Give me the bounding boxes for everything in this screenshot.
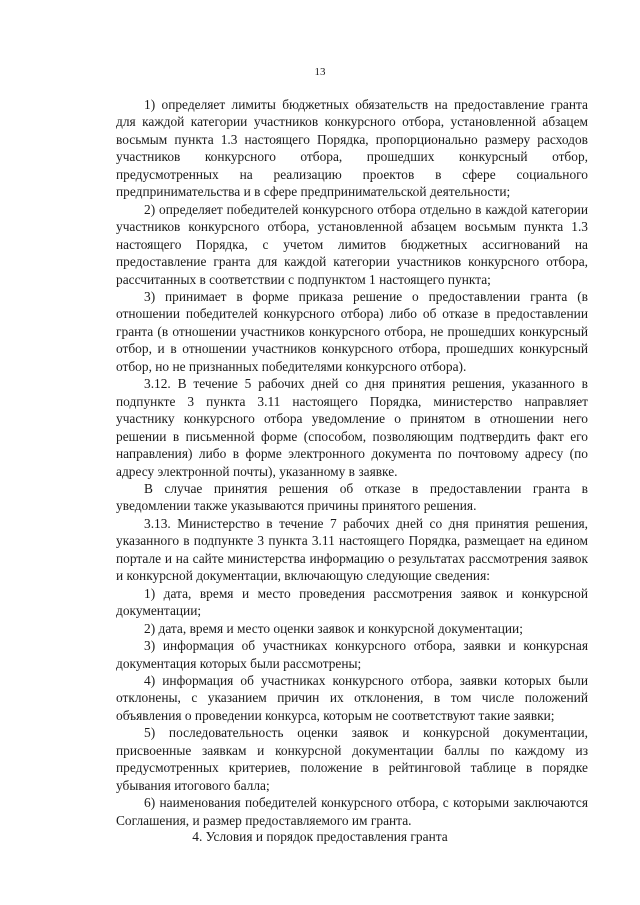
page-number: 13 [314, 66, 326, 78]
paragraph: 1) дата, время и место проведения рассмотрения заявок и конкурсной документации; [116, 585, 588, 619]
body-text [116, 96, 588, 829]
paragraph: 3.12. В течение 5 рабочих дней со дня принятия решения, указанного в подпункте 3 пункта 3.11 настоящего Порядка, министерство направляет участнику конкурсного отбора уведомление о принятом в отношении него решении в письменной форме (способом, позволяющим подтвердить факт его направления) либо в форме электронного документа по почтовому адресу (по адресу электронной почты), указанному в заявке. [116, 376, 588, 479]
paragraph: 3) принимает в форме приказа решение о предоставлении гранта (в отношении победителей конкурсного отбора) либо об отказе в предоставлении гранта (в отношении участников конкурсного отбора, не прошедших конкурсный отбор, и в отношении участников конкурсного отбора, прошедших конкурсный отбор, но не признанных победителями конкурсного отбора). [116, 288, 588, 374]
paragraph: 6) наименования победителей конкурсного отбора, с которыми заключаются Соглашения, и размер предоставляемого им гранта. [116, 795, 588, 828]
paragraph: 2) определяет победителей конкурсного отбора отдельно в каждой категории участников конкурсного отбора, установленной абзацем восьмым пункта 1.3 настоящего Порядка, с учетом лимитов бюджетных ассигнований на предоставление гранта для каждой категории участников конкурсного отбора, рассчитанных в соответствии с подпунктом 1 настоящего пункта; [116, 201, 588, 287]
paragraph: В случае принятия решения об отказе в предоставлении гранта в уведомлении также указываются причины принятого решения. [116, 480, 588, 514]
paragraph: 2) дата, время и место оценки заявок и конкурсной документации; [144, 620, 523, 636]
paragraph: 1) определяет лимиты бюджетных обязательств на предоставление гранта для каждой категории участников конкурсного отбора, установленной абзацем восьмым пункта 1.3 настоящего Порядка, пропорционально размеру расходов участников конкурсного отбора, прошедших конкурсный отбор, предусмотренных на реализацию проектов в сфере социального предпринимательства и в сфере предпринимательской деятельности; [116, 97, 588, 200]
paragraph: 4) информация об участниках конкурсного отбора, заявки которых были отклонены, с указанием причин их отклонения, в том числе положений объявления о проведении конкурса, которым не соответствуют такие заявки; [116, 672, 588, 723]
paragraph: 3.13. Министерство в течение 7 рабочих дней со дня принятия решения, указанного в подпункте 3 пункта 3.11 настоящего Порядка, размещает на едином портале и на сайте министерства информацию о результатах рассмотрения заявок и конкурсной документации, включающую следующие сведения: [116, 515, 588, 584]
section-heading: 4. Условия и порядок предоставления гранта [192, 829, 448, 844]
paragraph: 3) информация об участниках конкурсного отбора, заявки и конкурсная документация которых были рассмотрены; [116, 638, 588, 671]
paragraph: 5) последовательность оценки заявок и конкурсной документации, присвоенные заявкам и конкурсной документации баллы по каждому из предусмотренных критериев, положение в рейтинговой таблице в порядке убывания итогового балла; [116, 725, 588, 793]
